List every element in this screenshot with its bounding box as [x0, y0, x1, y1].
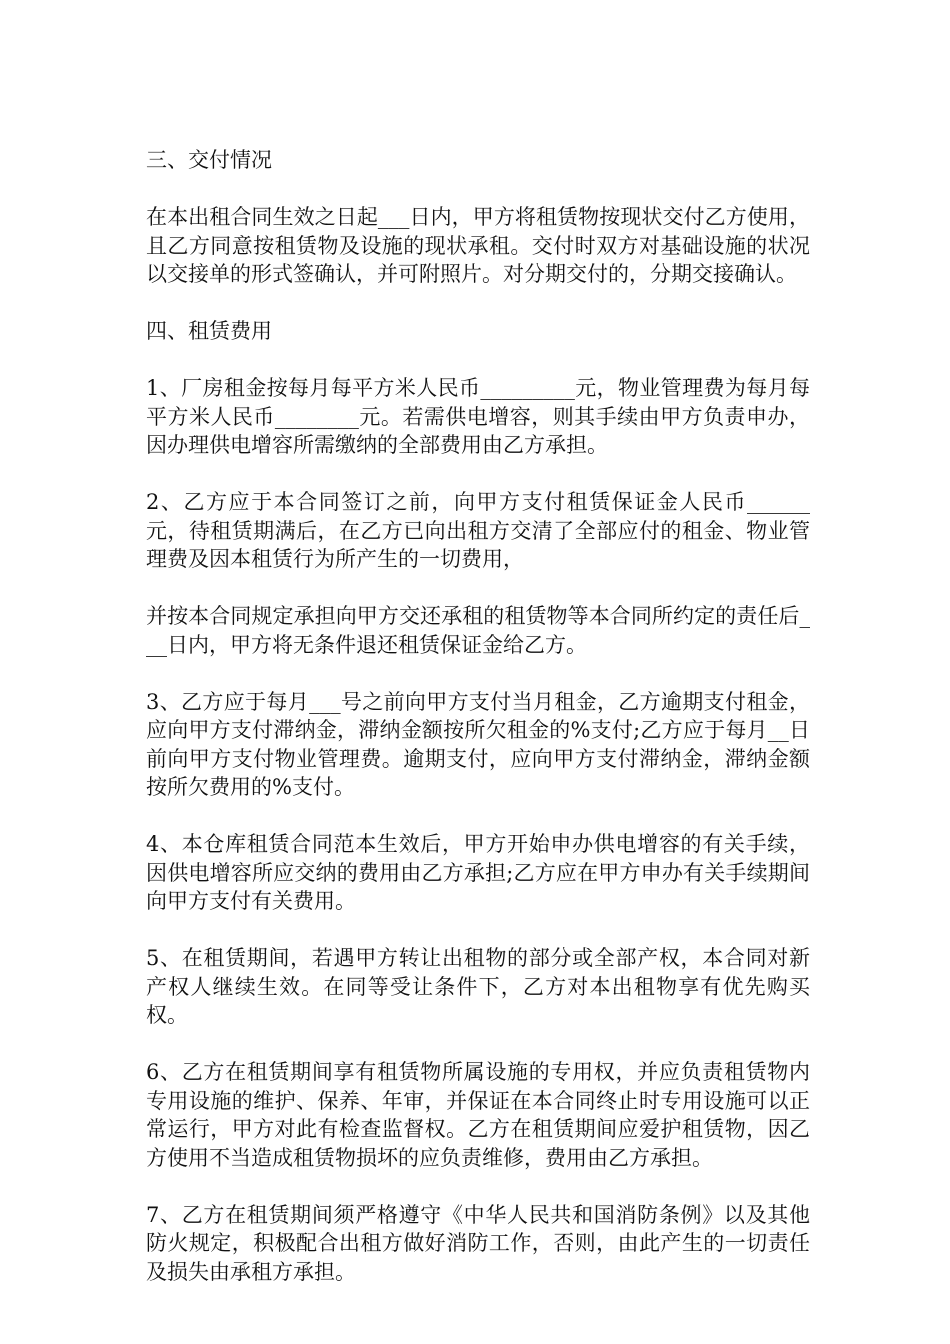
- clause-1-rent: 1、厂房租金按每月每平方米人民币_________元，物业管理费为每月每平方米人民币________元。若需供电增容，则其手续由甲方负责申办，因办理供电增容所需缴纳的全部费用由乙方承担。: [146, 376, 810, 457]
- clause-5-property-transfer: 5、在租赁期间，若遇甲方转让出租物的部分或全部产权，本合同对新产权人继续生效。在同等受让条件下，乙方对本出租物享有优先购买权。: [146, 946, 810, 1027]
- document-page: [146, 146, 810, 1315]
- clause-6-facility-maintenance: 6、乙方在租赁期间享有租赁物所属设施的专用权，并应负责租赁物内专用设施的维护、保养、年审，并保证在本合同终止时专用设施可以正常运行，甲方对此有检查监督权。乙方在租赁期间应爱护租赁物，因乙方使用不当造成租赁物损坏的应负责维修，费用由乙方承担。: [146, 1060, 810, 1170]
- clause-2-deposit-continued: 并按本合同规定承担向甲方交还承租的租赁物等本合同所约定的责任后___日内，甲方将无条件退还租赁保证金给乙方。: [146, 604, 810, 657]
- paragraph-delivery-terms: 在本出租合同生效之日起___日内，甲方将租赁物按现状交付乙方使用，且乙方同意按租赁物及设施的现状承租。交付时双方对基础设施的状况以交接单的形式签确认，并可附照片。对分期交付的，分期交接确认。: [146, 205, 810, 286]
- section-heading-delivery: 三、交付情况: [146, 148, 272, 172]
- clause-7-fire-safety: 7、乙方在租赁期间须严格遵守《中华人民共和国消防条例》以及其他防火规定，积极配合出租方做好消防工作，否则，由此产生的一切责任及损失由承租方承担。: [146, 1202, 810, 1284]
- clause-3-payment-schedule: 3、乙方应于每月___号之前向甲方支付当月租金，乙方逾期支付租金，应向甲方支付滞纳金，滞纳金额按所欠租金的%支付;乙方应于每月__日前向甲方支付物业管理费。逾期支付，应向甲方支付滞纳金，滞纳金额按所欠费用的%支付。: [146, 689, 810, 799]
- clause-4-power-capacity: 4、本仓库租赁合同范本生效后，甲方开始申办供电增容的有关手续，因供电增容所应交纳的费用由乙方承担;乙方应在甲方申办有关手续期间向甲方支付有关费用。: [146, 832, 810, 913]
- section-heading-rental-fees: 四、租赁费用: [146, 319, 272, 343]
- clause-2-deposit: 2、乙方应于本合同签订之前，向甲方支付租赁保证金人民币______元，待租赁期满后，在乙方已向出租方交清了全部应付的租金、物业管理费及因本租赁行为所产生的一切费用，: [146, 490, 810, 571]
